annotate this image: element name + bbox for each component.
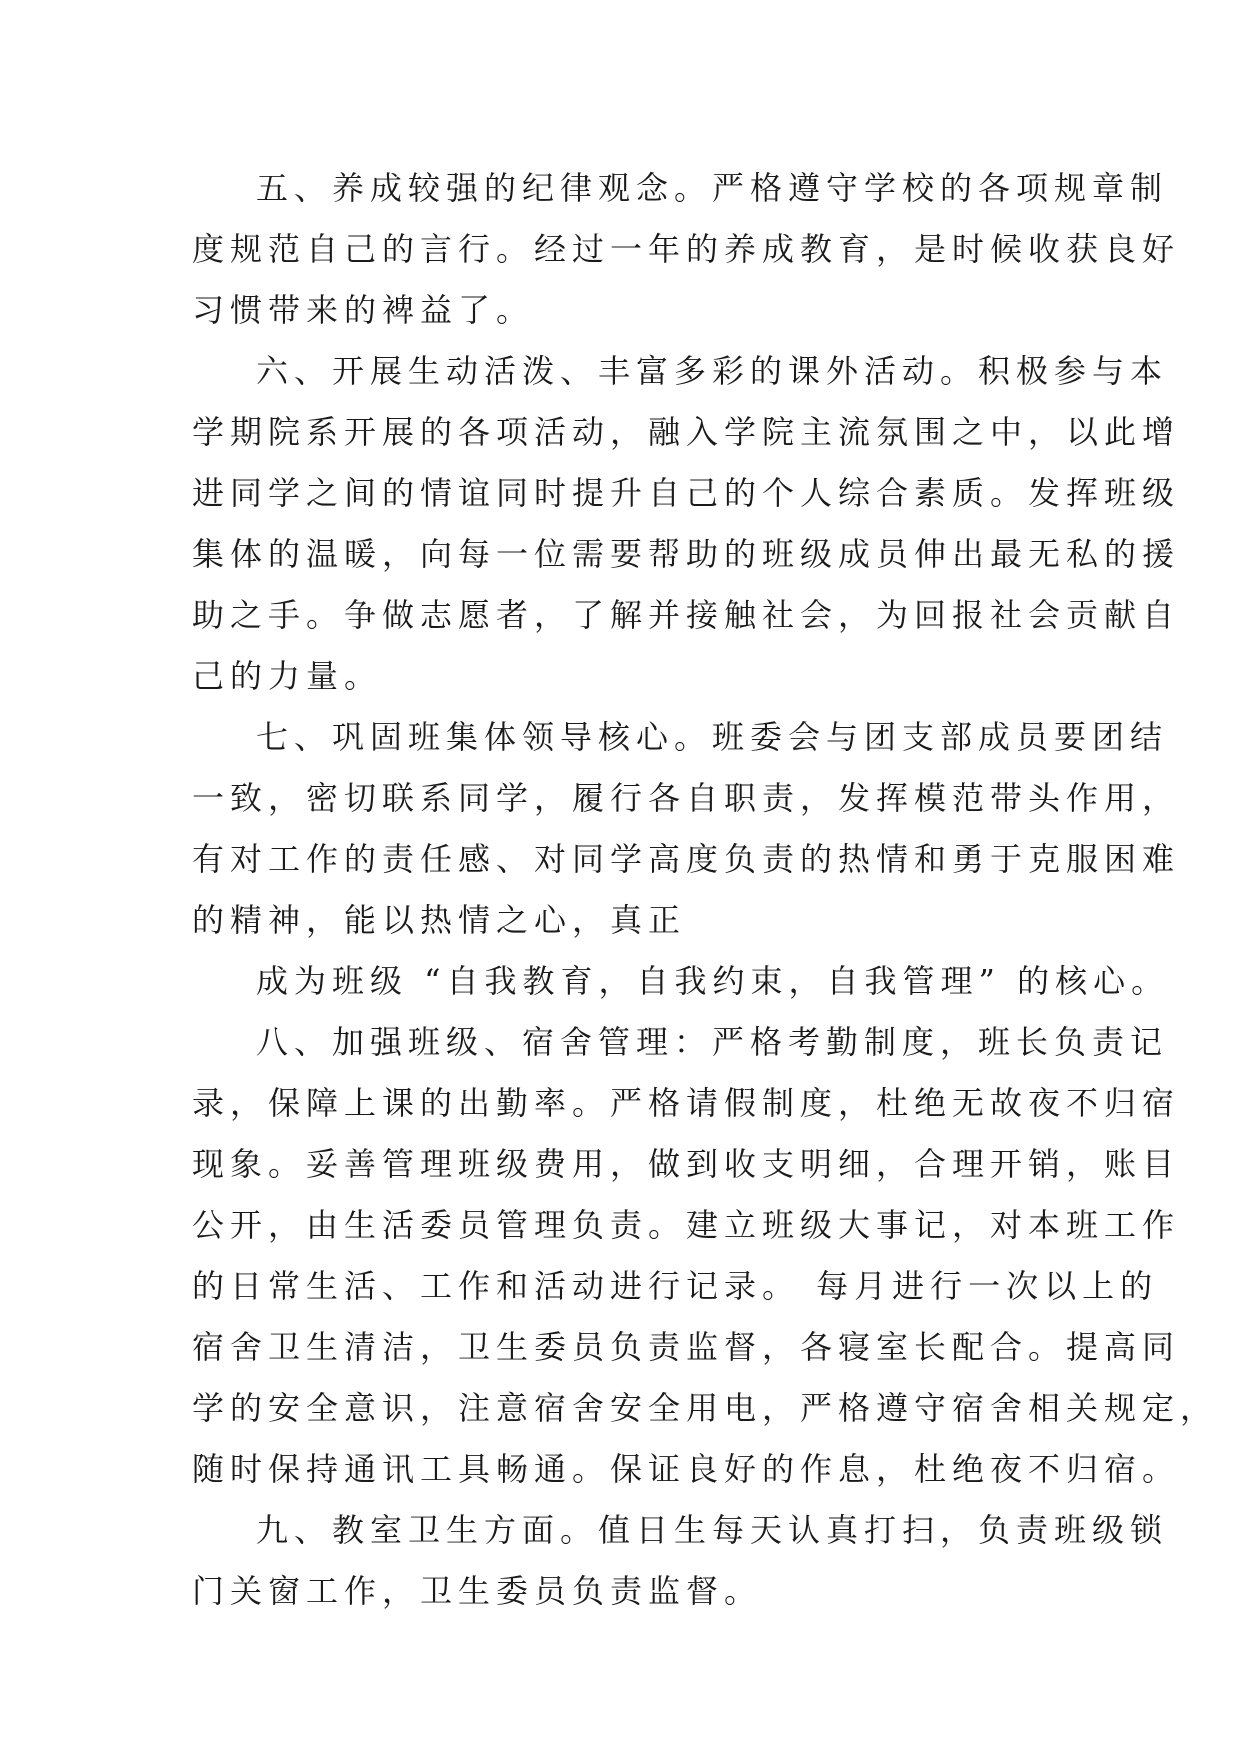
text-line: 度规范自己的言行。经过一年的养成教育，是时候收获良好 [192,230,1181,268]
text-line: 己的力量。 [192,657,383,695]
text-line: 门关窗工作，卫生委员负责监督。 [192,1572,763,1610]
text-line: 一致，密切联系同学，履行各自职责，发挥模范带头作用， [192,779,1181,817]
text-line: 录，保障上课的出勤率。严格请假制度，杜绝无故夜不归宿 [192,1084,1181,1122]
text-line: 集体的温暖，向每一位需要帮助的班级成员伸出最无私的援 [192,535,1181,573]
text-line: 进同学之间的情谊同时提升自己的个人综合素质。发挥班级 [192,474,1181,512]
text-line: 习惯带来的裨益了。 [192,291,535,329]
text-line: 有对工作的责任感、对同学高度负责的热情和勇于克服困难 [192,840,1181,878]
text-line: 成为班级 “自我教育，自我约束，自我管理” 的核心。 [256,962,1170,1000]
text-line: 八、加强班级、宿舍管理：严格考勤制度，班长负责记 [256,1023,1169,1061]
text-line: 五、养成较强的纪律观念。严格遵守学校的各项规章制 [256,169,1169,207]
text-line: 学期院系开展的各项活动，融入学院主流氛围之中，以此增 [192,413,1181,451]
text-line: 公开，由生活委员管理负责。建立班级大事记，对本班工作 [192,1206,1181,1244]
document-page [192,158,1219,1622]
text-line: 随时保持通讯工具畅通。保证良好的作息，杜绝夜不归宿。 [192,1450,1181,1488]
text-line: 助之手。争做志愿者，了解并接触社会，为回报社会贡献自 [192,596,1181,634]
text-line: 现象。妥善管理班级费用，做到收支明细，合理开销，账目 [192,1145,1181,1183]
text-line: 七、巩固班集体领导核心。班委会与团支部成员要团结 [256,718,1169,756]
text-line: 的日常生活、工作和活动进行记录。 每月进行一次以上的 [192,1267,1159,1305]
text-line: 六、开展生动活泼、丰富多彩的课外活动。积极参与本 [256,352,1169,390]
text-line: 宿舍卫生清洁，卫生委员负责监督，各寝室长配合。提高同 [192,1328,1181,1366]
text-line: 九、教室卫生方面。值日生每天认真打扫，负责班级锁 [256,1511,1169,1549]
text-line: 学的安全意识，注意宿舍安全用电，严格遵守宿舍相关规定， [192,1389,1219,1427]
text-line: 的精神，能以热情之心，真正 [192,901,687,939]
